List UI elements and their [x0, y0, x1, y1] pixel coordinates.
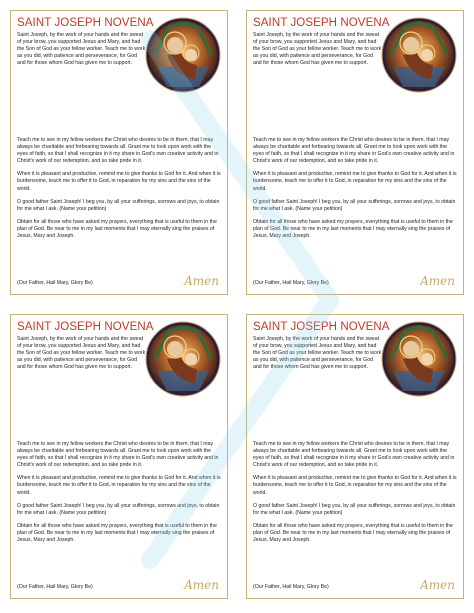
novena-paragraph: O good father Saint Joseph! I beg you, by all your sufferings, sorrows and joys, to obtain for me what I ask. (Name your petition)	[17, 198, 220, 212]
novena-body	[17, 441, 221, 550]
novena-body	[253, 137, 457, 246]
novena-paragraph: Teach me to see in my fellow workers the Christ who desires to be in them, that I may always be charitable and forbearing towards all. Grant me to look upon work with the eyes of faith, so that I shall recognize in it my share in God's own creative activity and in Christ's work of our redemption, and so take pride in it.	[253, 441, 455, 469]
novena-paragraph: When it is pleasant and productive, remind me to give thanks to God for it. And when it is burdensome, teach me to offer it to God, in reparation for my sins and the sins of the world.	[17, 171, 221, 192]
novena-paragraph: Teach me to see in my fellow workers the Christ who desires to be in them, that I may always be charitable and forbearing towards all. Grant me to look upon work with the eyes of faith, so that I shall recognize in it my share in God's own creative activity and in Christ's work of our redemption, and so take pride in it.	[253, 137, 455, 165]
saint-joseph-stained-glass-image	[381, 17, 457, 93]
novena-body	[253, 441, 457, 550]
card-title: SAINT JOSEPH NOVENA	[17, 17, 154, 29]
novena-card	[246, 314, 464, 599]
novena-card	[10, 10, 228, 295]
novena-paragraph: When it is pleasant and productive, remind me to give thanks to God for it. And when it is burdensome, teach me to offer it to God, in reparation for my sins and the sins of the world.	[253, 475, 457, 496]
saint-joseph-stained-glass-image	[145, 321, 221, 397]
novena-intro-text: Saint Joseph, by the work of your hands and the sweat of your brow, you supported Jesus and Mary, and had the Son of God as your fellow worker. Teach me to work as you did, with patience and perseverance, for God and for those whom God has given me to support.	[17, 336, 146, 371]
novena-paragraph: Obtain for all those who have asked my prayers, everything that is useful to them in the plan of God. Be near to me in my last moments that I may eternally sing the praises of Jesus, Mary and Joseph.	[17, 218, 217, 240]
novena-paragraph: O good father Saint Joseph! I beg you, by all your sufferings, sorrows and joys, to obtain for me what I ask. (Name your petition)	[253, 198, 456, 212]
novena-body	[17, 137, 221, 246]
closing-prayers: (Our Father, Hail Mary, Glory Be)	[17, 584, 93, 590]
saint-joseph-stained-glass-image	[381, 321, 457, 397]
novena-paragraph: Obtain for all those who have asked my prayers, everything that is useful to them in the plan of God. Be near to me in my last moments that I may eternally sing the praises of Jesus, Mary and Joseph.	[17, 522, 217, 544]
card-title: SAINT JOSEPH NOVENA	[253, 321, 390, 333]
amen-script: Amen	[184, 578, 219, 592]
novena-paragraph: Teach me to see in my fellow workers the Christ who desires to be in them, that I may always be charitable and forbearing towards all. Grant me to look upon work with the eyes of faith, so that I shall recognize in it my share in God's own creative activity and in Christ's work of our redemption, and so take pride in it.	[17, 137, 219, 165]
novena-paragraph: When it is pleasant and productive, remind me to give thanks to God for it. And when it is burdensome, teach me to offer it to God, in reparation for my sins and the sins of the world.	[17, 475, 221, 496]
novena-paragraph: Obtain for all those who have asked my prayers, everything that is useful to them in the plan of God. Be near to me in my last moments that I may eternally sing the praises of Jesus, Mary and Joseph.	[253, 522, 453, 544]
amen-script: Amen	[420, 578, 455, 592]
saint-joseph-stained-glass-image	[145, 17, 221, 93]
novena-paragraph: O good father Saint Joseph! I beg you, by all your sufferings, sorrows and joys, to obtain for me what I ask. (Name your petition)	[17, 502, 220, 516]
closing-prayers: (Our Father, Hail Mary, Glory Be)	[253, 280, 329, 286]
novena-intro-text: Saint Joseph, by the work of your hands and the sweat of your brow, you supported Jesus and Mary, and had the Son of God as your fellow worker. Teach me to work as you did, with patience and perseverance, for God and for those whom God has given me to support.	[253, 32, 382, 67]
closing-prayers: (Our Father, Hail Mary, Glory Be)	[17, 280, 93, 286]
amen-script: Amen	[420, 274, 455, 288]
novena-paragraph: Obtain for all those who have asked my prayers, everything that is useful to them in the plan of God. Be near to me in my last moments that I may eternally sing the praises of Jesus, Mary and Joseph.	[253, 218, 453, 240]
novena-paragraph: When it is pleasant and productive, remind me to give thanks to God for it. And when it is burdensome, teach me to offer it to God, in reparation for my sins and the sins of the world.	[253, 171, 457, 192]
card-title: SAINT JOSEPH NOVENA	[17, 321, 154, 333]
novena-intro-text: Saint Joseph, by the work of your hands and the sweat of your brow, you supported Jesus and Mary, and had the Son of God as your fellow worker. Teach me to work as you did, with patience and perseverance, for God and for those whom God has given me to support.	[253, 336, 382, 371]
novena-paragraph: Teach me to see in my fellow workers the Christ who desires to be in them, that I may always be charitable and forbearing towards all. Grant me to look upon work with the eyes of faith, so that I shall recognize in it my share in God's own creative activity and in Christ's work of our redemption, and so take pride in it.	[17, 441, 219, 469]
card-title: SAINT JOSEPH NOVENA	[253, 17, 390, 29]
closing-prayers: (Our Father, Hail Mary, Glory Be)	[253, 584, 329, 590]
novena-card	[246, 10, 464, 295]
novena-intro-text: Saint Joseph, by the work of your hands and the sweat of your brow, you supported Jesus and Mary, and had the Son of God as your fellow worker. Teach me to work as you did, with patience and perseverance, for God and for those whom God has given me to support.	[17, 32, 146, 67]
amen-script: Amen	[184, 274, 219, 288]
novena-paragraph: O good father Saint Joseph! I beg you, by all your sufferings, sorrows and joys, to obtain for me what I ask. (Name your petition)	[253, 502, 456, 516]
novena-card	[10, 314, 228, 599]
